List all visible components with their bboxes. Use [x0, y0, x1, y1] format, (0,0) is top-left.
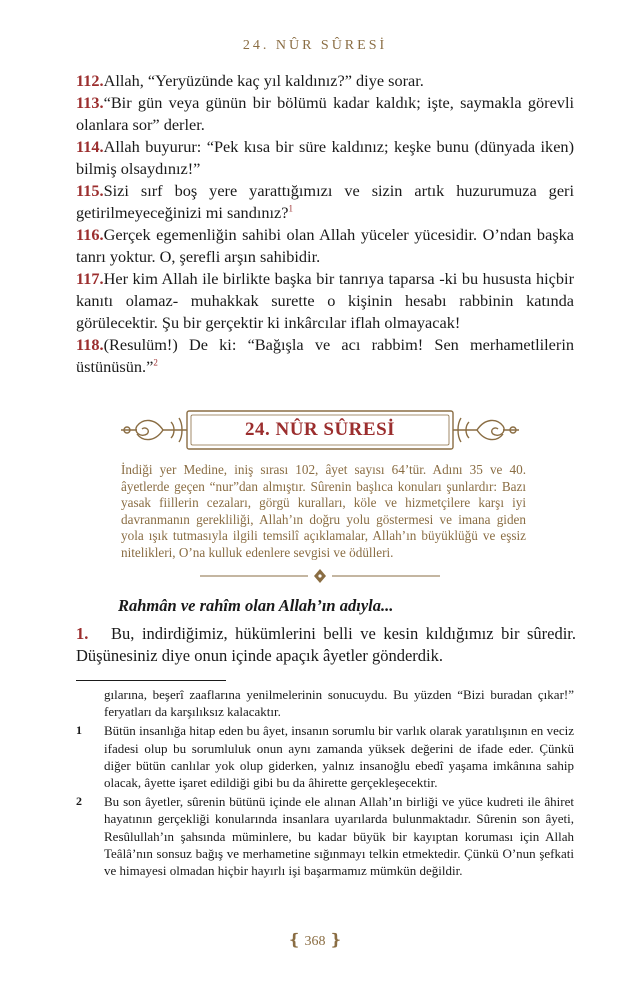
footnote-marker[interactable]: 1	[288, 203, 293, 214]
surah-introduction: İndiği yer Medine, iniş sırası 102, âyet sayısı 64’tür. Adını 35 ve 40. âyetlerde geçen “nur”dan almıştır. Sûrenin başlıca konuları şunlardır: Bazı yasak fiillerin cezaları, görgü kuralları, köle ve hizmetçilere karşı iyi davranmanın gerekliliği, Allah’ın doğru yolu göstermesi ve imana giden yola ışık tutmasıyla ilgili temsilî açıklamalar, Allah’ın büyüklüğü ve eşsiz nitelikleri, O’na kulluk edenlere sevgisi ve ödülleri.	[121, 462, 526, 560]
footnote-number: 2	[76, 794, 82, 809]
right-bracket-ornament-icon: ❵	[329, 932, 343, 949]
verses-block	[76, 70, 574, 378]
footnote-number: 1	[76, 723, 82, 738]
verse-1	[76, 623, 576, 667]
verse-text: Her kim Allah ile birlikte başka bir tanrıya taparsa -ki bu hususta hiçbir kanıtı olamaz- muhakkak surette o kişinin hesabı rabbinin katında görülecektir. Şu bir gerçektir ki inkârcılar iflah olmayacak!	[76, 269, 574, 332]
page-number	[0, 930, 630, 950]
verse-112	[76, 70, 574, 92]
verse-text: Gerçek egemenliğin sahibi olan Allah yüceler yücesidir. O’ndan başka tanrı yoktur. O, şerefli arşın sahibidir.	[76, 225, 574, 266]
page-number-text: 368	[304, 934, 326, 949]
running-head: 24. NÛR SÛRESİ	[242, 38, 388, 53]
surah-title-banner	[115, 408, 525, 452]
footnote-text: Bu son âyetler, sûrenin bütünü içinde ele alınan Allah’ın birliği ve yüce kudreti ile âhiret hayatının gerçekliği konularında insanlara uyarılarda bulunmaktadır. Sûrenin son âyeti, Resûlullah’ın şahsında müminlere, bu kadar büyük bir kayıptan koruması için Allah Teâlâ’nın sonsuz bağış ve merhametine sığınmayı telkin etmektedir. Çünkü O’nun şefkati ve himayesi olmadan hiçbir hayırlı işi başarmamız mümkün değildir.	[104, 794, 574, 879]
ornament-divider-icon	[200, 568, 440, 584]
footnote-1	[76, 722, 574, 791]
verse-text: (Resulüm!) De ki: “Bağışla ve acı rabbim! Sen merhametlilerin üstünüsün.”	[76, 335, 574, 376]
verse-number: 118.	[76, 335, 104, 354]
verse-114	[76, 136, 574, 180]
verse-number: 112.	[76, 71, 104, 90]
verse-number: 116.	[76, 225, 104, 244]
verse-text: Allah, “Yeryüzünde kaç yıl kaldınız?” diye sorar.	[103, 71, 424, 90]
footnote-continuation: gılarına, beşerî zaaflarına yenilmelerinin sonucuydu. Bu yüzden “Bizi buradan çıkar!” feryatları da karşılıksız kalacaktır.	[104, 687, 574, 720]
verse-text: Allah buyurur: “Pek kısa bir süre kaldınız; keşke bunu (dünyada iken) bilmiş olsaydınız!”	[76, 137, 574, 178]
verse-118	[76, 334, 574, 378]
footnote-rule	[76, 680, 226, 681]
footnote-2	[76, 793, 574, 879]
verse-number: 1.	[76, 624, 89, 643]
verse-117	[76, 268, 574, 334]
footnote-text: Bütün insanlığa hitap eden bu âyet, insanın sorumlu bir varlık olarak yaratılışının en veciz ifadesi olup bu sorumluluk onun aynı zamanda yüksek değerini de ifade eder. Çünkü diğer bütün canlılar yok olup giderken, yalnız insanoğlu ebedî yaşama imkânına sahip olacak, âyette işaret edildiği gibi bu da âhirette gerçekleşecektir.	[104, 723, 574, 791]
verse-text: “Bir gün veya günün bir bölümü kadar kaldık; işte, saymakla görevli olanlara sor” derler.	[76, 93, 574, 134]
verse-number: 113.	[76, 93, 104, 112]
left-bracket-ornament-icon: ❴	[287, 932, 301, 949]
verse-number: 115.	[76, 181, 104, 200]
verse-number: 114.	[76, 137, 104, 156]
footnotes	[76, 686, 574, 881]
verse-number: 117.	[76, 269, 104, 288]
verse-text: Bu, indirdiğimiz, hükümlerini belli ve kesin kıldığımız bir sûredir. Düşünesiniz diye onun içinde apaçık âyetler gönderdik.	[76, 624, 577, 665]
surah-title: 24. NÛR SÛRESİ	[244, 419, 396, 440]
verse-115	[76, 180, 574, 224]
verse-113	[76, 92, 574, 136]
verse-116	[76, 224, 574, 268]
footnote-marker[interactable]: 2	[153, 357, 158, 368]
verse-text: Sizi sırf boş yere yarattığımızı ve sizin artık huzurumuza geri getirilmeyeceğinizi mi sandınız?	[76, 181, 574, 222]
basmala: Rahmân ve rahîm olan Allah’ın adıyla...	[118, 596, 394, 615]
